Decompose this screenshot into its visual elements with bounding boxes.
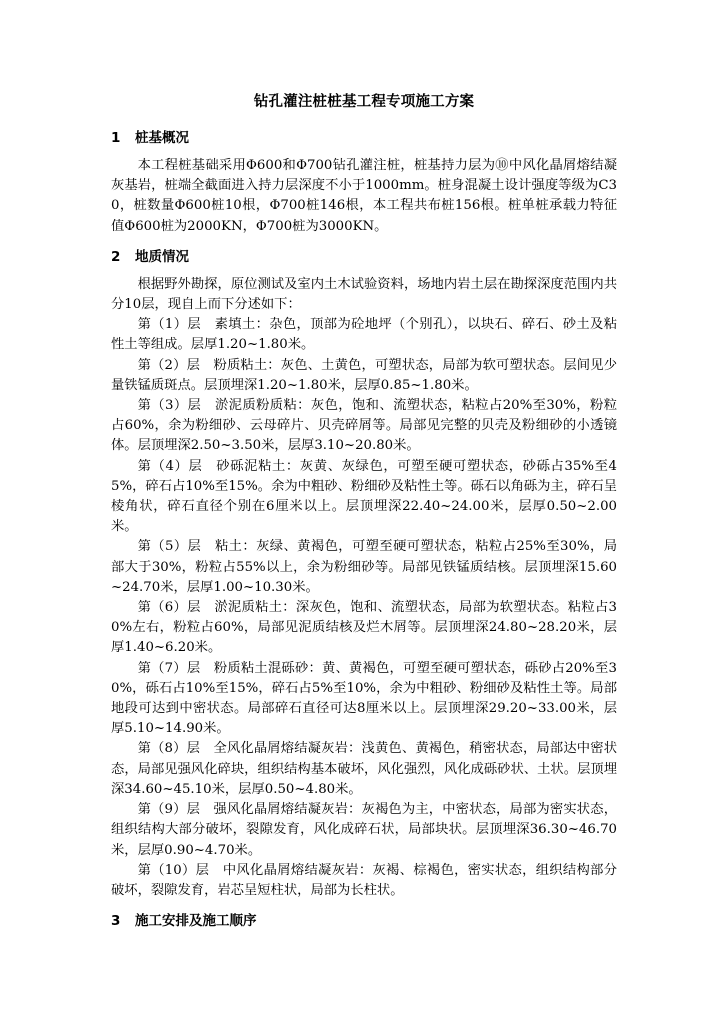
section-1-body [111, 156, 617, 237]
document-page [111, 92, 617, 939]
layer-7-paragraph: 第（7）层 粉质粘土混砾砂：黄、黄褐色，可塑至硬可塑状态，砾砂占20%至30%，砾石占10%至15%，碎石占5%至10%，余为中粗砂、粉细砂及粘性土等。局部地段可达到中密状态。局部碎石直径可达8厘米以上。层顶埋深29.20~33.00米，层厚5.10~14.90米。 [111, 660, 617, 737]
section-1-number: 1 [111, 130, 121, 146]
layer-4-paragraph: 第（4）层 砂砾泥粘土：灰黄、灰绿色，可塑至硬可塑状态，砂砾占35%至45%，碎石占10%至15%。余为中粗砂、粉细砂及粘性土等。砾石以角砾为主，碎石呈棱角状，碎石直径个别在6厘米以上。层顶埋深22.40~24.00米，层厚0.50~2.00米。 [111, 458, 617, 535]
section-3-title: 施工安排及施工顺序 [135, 913, 257, 930]
section-1-paragraph: 本工程桩基础采用Φ600和Φ700钻孔灌注桩，桩基持力层为⑩中风化晶屑熔结凝灰基岩，桩端全截面进入持力层深度不小于1000mm。桩身混凝土设计强度等级为C30，桩数量Φ600桩10根，Φ700桩146根，本工程共布桩156根。桩单桩承载力特征值Φ600桩为2000KN，Φ700桩为3000KN。 [111, 158, 617, 234]
section-2-body [111, 275, 617, 901]
layer-3-paragraph: 第（3）层 淤泥质粉质粘：灰色，饱和、流塑状态，粘粒占20%至30%，粉粒占60%，余为粉细砂、云母碎片、贝壳碎屑等。局部见完整的贝壳及粉细砂的小透镜体。层顶埋深2.50~3.50米，层厚3.10~20.80米。 [111, 398, 617, 454]
layer-10-paragraph: 第（10）层 中风化晶屑熔结凝灰岩：灰褐、棕褐色，密实状态，组织结构部分破坏，裂隙发育，岩芯呈短柱状，局部为长柱状。 [111, 862, 617, 898]
layer-2-paragraph: 第（2）层 粉质粘土：灰色、土黄色，可塑状态，局部为软可塑状态。层间见少量铁锰质斑点。层顶埋深1.20~1.80米，层厚0.85~1.80米。 [111, 357, 617, 393]
document-title: 钻孔灌注桩桩基工程专项施工方案 [253, 94, 475, 110]
section-1-title: 桩基概况 [135, 130, 189, 146]
section-2-intro-paragraph: 根据野外勘探，原位测试及室内土木试验资料，场地内岩土层在勘探深度范围内共分10层，现自上而下分述如下： [111, 276, 617, 313]
section-2-number: 2 [111, 248, 121, 265]
section-3-number: 3 [111, 913, 121, 930]
layer-9-paragraph: 第（9）层 强风化晶屑熔结凝灰岩：灰褐色为主，中密状态，局部为密实状态，组织结构大部分破坏，裂隙发育，风化成碎石状，局部块状。层顶埋深36.30~46.70米，层厚0.90~4.70米。 [111, 802, 617, 858]
section-3-heading [111, 911, 617, 931]
section-1-heading [111, 128, 617, 148]
layer-5-paragraph: 第（5）层 粘土：灰绿、黄褐色，可塑至硬可塑状态，粘粒占25%至30%，局部大于30%，粉粒占55%以上，余为粉细砂等。局部见铁锰质结核。层顶埋深15.60~24.70米，层厚1.00~10.30米。 [111, 539, 617, 595]
section-2-title: 地质情况 [135, 248, 189, 265]
section-2-heading [111, 247, 617, 267]
layer-1-paragraph: 第（1）层 素填土：杂色，顶部为砼地坪（个别孔），以块石、碎石、砂土及粘性土等组成。层厚1.20~1.80米。 [111, 317, 617, 353]
layer-8-paragraph: 第（8）层 全风化晶屑熔结凝灰岩：浅黄色、黄褐色，稍密状态，局部达中密状态，局部见强风化碎块，组织结构基本破坏，风化强烈，风化成砾砂状、土状。层顶埋深34.60~45.10米，层厚0.50~4.80米。 [111, 741, 617, 797]
layer-6-paragraph: 第（6）层 淤泥质粘土：深灰色，饱和、流塑状态，局部为软塑状态。粘粒占30%左右，粉粒占60%，局部见泥质结核及烂木屑等。层顶埋深24.80~28.20米，层厚1.40~6.20米。 [111, 600, 617, 656]
